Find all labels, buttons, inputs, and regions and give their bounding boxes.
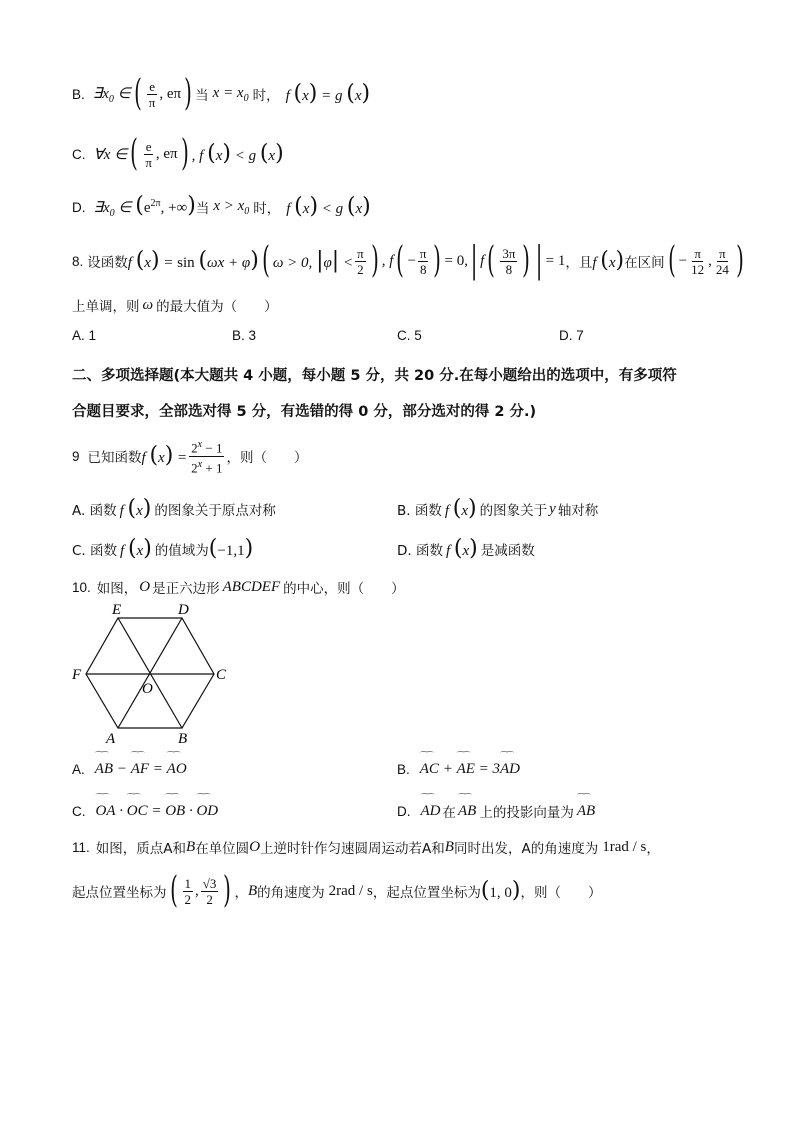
q8-option-c: C. 5	[397, 328, 422, 343]
text: 当	[195, 88, 209, 104]
q8-option-a: A. 1	[72, 328, 97, 343]
option-label: B.	[72, 86, 85, 102]
q9-option-b: B. 函数 f (x) 的图象关于 y 轴对称	[397, 496, 599, 521]
q7-option-b: B. $\exists x_0$ ∈ ( $\frac{e}{\pi}$ , eπ ) 当 $x = x_0$ 时， f (x) = g (x)	[72, 73, 371, 114]
q8-option-d: D. 7	[559, 328, 584, 343]
vertex-label-d: D	[178, 602, 189, 618]
q10-option-d: D. ⌒⌒ AD 在 ⌒⌒ AB 上的投影向量为 ⌒⌒ AB	[397, 800, 595, 822]
vertex-label-c: C	[216, 667, 227, 683]
math-expr: $\exists x_0$ ∈	[92, 85, 131, 105]
section2-heading: 二、多项选择题(本大题共 4 小题，每小题 5 分，共 20 分.在每小题给出的选项中，有多项符	[72, 368, 677, 384]
hexagon-figure	[70, 600, 240, 754]
q9-option-d: D. 函数 f (x) 是减函数	[397, 536, 535, 561]
vertex-label-o: O	[142, 681, 153, 697]
vertex-label-e: E	[112, 602, 122, 618]
q8-stem-line2: 上单调，则 ω 的最大值为（ ）	[72, 296, 278, 315]
q9-option-c: C. 函数 f (x) 的值域为 (−1,1)	[72, 536, 254, 561]
q8-stem: 8. 设函数 f (x) = sin (ωx + φ) ( ω > 0, |φ| < $\frac{\pi}{2}$ ) , f ( − $\frac{\pi}{8}$ ) = 0, | f ( $\frac{3\pi}{8}$ ) | = 1 ，且 f (x) 在区间 ( − $\frac{\pi}{12}$ , $\frac{\pi}{24}$ )	[72, 240, 744, 281]
q11-stem-line2: 起点位置坐标为 ( $\frac{1}{2}$ , $\frac{√3}{2}$ ) ， B 的角速度为 2rad / s ，起点位置坐标为 (1, 0) ，则（ ）	[72, 870, 602, 911]
vertex-label-f: F	[72, 667, 82, 683]
vertex-label-b: B	[178, 731, 188, 747]
q7-option-d: D. $\exists x_0$ ∈ ($e^{2\pi}$, +∞) 当 $x > x_0$ 时， f (x) < g (x)	[72, 193, 371, 219]
q9-stem: 9 已知函数 f (x) = $\frac{2^x - 1}{2^x + 1}$ ，则（ ）	[72, 439, 308, 475]
q7-option-c: C. ∀x ∈ ( $\frac{e}{\pi}$ , eπ ) , f (x) < g (x)	[72, 133, 284, 174]
hexagon-svg	[70, 600, 240, 750]
q10-option-a: A. ⌒⌒ AB − ⌒⌒ AF = ⌒⌒ AO	[72, 758, 187, 780]
q8-option-b: B. 3	[232, 328, 257, 343]
section2-heading-line2: 合题目要求，全部选对得 5 分，有选错的得 0 分，部分选对的得 2 分.)	[72, 404, 537, 420]
q10-stem: 10. 如图， O 是正六边形 ABCDEF 的中心，则（ ）	[72, 578, 405, 597]
q11-stem: 11. 如图，质点A和 B 在单位圆 O 上逆时针作匀速圆周运动若A和 B 同时出发，A的角速度为 1rad / s ，	[72, 838, 660, 857]
vertex-label-a: A	[106, 731, 116, 747]
q9-option-a: A. 函数 f (x) 的图象关于原点对称	[72, 496, 276, 521]
q10-option-b: B. ⌒⌒ AC + ⌒⌒ AE = 3⌒⌒ AD	[397, 758, 520, 780]
q10-option-c: C. ⌒⌒ OA · ⌒⌒ OC = ⌒⌒ OB · ⌒⌒ OD	[72, 800, 218, 822]
